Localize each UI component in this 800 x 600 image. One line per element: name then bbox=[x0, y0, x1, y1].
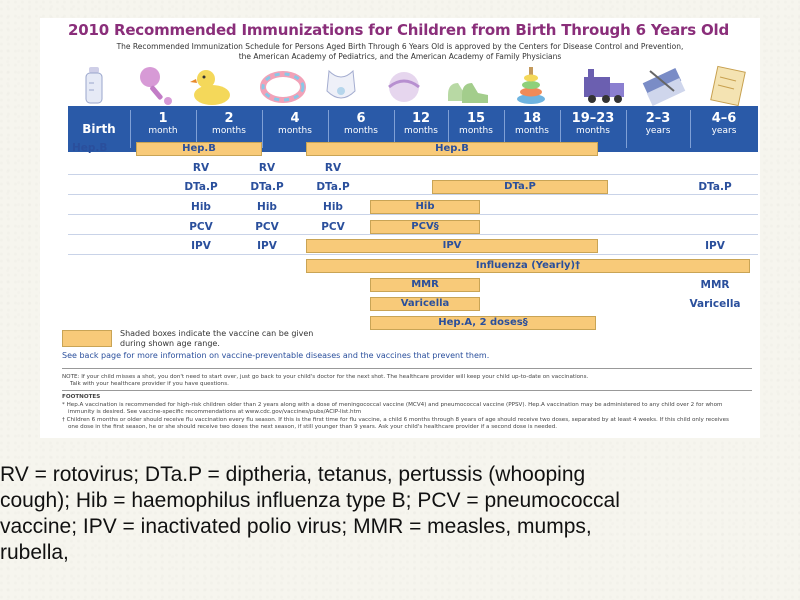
see-back-page-note: See back page for more information on vaccine-preventable diseases and the vaccines that prevent them. bbox=[62, 351, 490, 360]
crayons-icon bbox=[638, 65, 688, 107]
grid-line bbox=[68, 194, 758, 195]
grid-line bbox=[68, 174, 758, 175]
influenza-yearly-bar: Influenza (Yearly)† bbox=[306, 259, 750, 273]
legend-shaded-swatch bbox=[62, 330, 112, 347]
note-line-1: NOTE: If your child misses a shot, you don't need to start over, just go back to your child's doctor for the next shot. The healthcare provider will keep your child up-to-date on vaccinations. bbox=[62, 374, 589, 380]
rubber-duck-icon bbox=[188, 65, 238, 107]
pcv-12-15-month-bar: PCV§ bbox=[370, 220, 480, 234]
divider bbox=[62, 390, 752, 391]
age-header-4-months: 4 months bbox=[278, 111, 312, 136]
rv-2-months: RV bbox=[192, 162, 210, 174]
hib-6-months: Hib bbox=[323, 201, 343, 213]
ipv-4-6-years: IPV bbox=[705, 240, 725, 252]
footnote-line-2: immunity is desired. See vaccine-specific recommendations at www.cdc.gov/vaccines/pubs/ACIP-list.htm bbox=[68, 409, 362, 415]
dtap-4-6-years: DTa.P bbox=[698, 181, 732, 193]
age-header-12-months: 12 months bbox=[404, 111, 438, 136]
age-icons-row bbox=[68, 65, 758, 107]
note-line-2: Talk with your healthcare provider if you have questions. bbox=[70, 381, 229, 387]
footnote-line-1: * Hep.A vaccination is recommended for high-risk children older than 2 years along with a dose of meningococcal vaccine (MCV4) and pneumococcal vaccine (PPSV). Hep.A vaccination may be administered to any child over 2 for whom bbox=[62, 402, 723, 408]
caption-line-2: cough); Hib = haemophilus influenza type B; PCV = pneumococcal bbox=[0, 489, 620, 512]
teething-ring-icon bbox=[258, 65, 308, 107]
varicella-4-6-years: Varicella bbox=[689, 298, 741, 310]
age-header-2-months: 2 months bbox=[212, 111, 246, 136]
book-icon bbox=[706, 65, 750, 107]
hib-4-months: Hib bbox=[257, 201, 277, 213]
age-header-15-months: 15 months bbox=[459, 111, 493, 136]
caption-line-3: vaccine; IPV = inactivated polio virus; MMR = measles, mumps, bbox=[0, 515, 592, 538]
hib-12-15-month-bar: Hib bbox=[370, 200, 480, 214]
pcv-4-months: PCV bbox=[255, 221, 279, 233]
subtitle-line-2: the American Academy of Pediatrics, and the American Academy of Family Physicians bbox=[238, 52, 562, 61]
shoes-icon bbox=[444, 65, 492, 107]
bib-icon bbox=[323, 65, 359, 107]
schedule-subtitle bbox=[80, 42, 720, 62]
hepb-6-18-month-bar: Hep.B bbox=[306, 142, 598, 156]
divider bbox=[62, 368, 752, 369]
footnote-line-4: one dose in the first season, he or she should receive two doses the next season, if still younger than 9 years. Ask your child's healthcare provider if a second dose is needed. bbox=[68, 424, 558, 430]
immunization-schedule-figure bbox=[40, 18, 760, 438]
hepb-1-2-month-bar: Hep.B bbox=[136, 142, 262, 156]
age-header-18-months: 18 months bbox=[515, 111, 549, 136]
abbreviation-caption bbox=[0, 462, 800, 566]
legend-text: Shaded boxes indicate the vaccine can be given during shown age range. bbox=[120, 329, 314, 348]
grid-line bbox=[68, 254, 758, 255]
dtap-6-months: DTa.P bbox=[316, 181, 350, 193]
dtap-4-months: DTa.P bbox=[250, 181, 284, 193]
grid-line bbox=[68, 214, 758, 215]
schedule-title: 2010 Recommended Immunizations for Children from Birth Through 6 Years Old bbox=[68, 21, 730, 39]
dtap-2-months: DTa.P bbox=[184, 181, 218, 193]
dtap-15-18-month-bar: DTa.P bbox=[432, 180, 608, 194]
pcv-6-months: PCV bbox=[321, 221, 345, 233]
pcv-2-months: PCV bbox=[189, 221, 213, 233]
footnote-line-3: † Children 6 months or older should receive flu vaccination every flu season. If this is the first time for flu vaccine, a child 6 months through 8 years of age should receive two doses, separated by at least 4 weeks. If this child only receives bbox=[62, 417, 729, 423]
toy-train-icon bbox=[578, 65, 628, 107]
hepa-2-doses-bar: Hep.A, 2 doses§ bbox=[370, 316, 596, 330]
bottle-icon bbox=[80, 65, 110, 107]
ipv-4-months: IPV bbox=[257, 240, 277, 252]
varicella-12-15-month-bar: Varicella bbox=[370, 297, 480, 311]
age-header-19-23-months: 19–23 months bbox=[571, 111, 615, 136]
rv-6-months: RV bbox=[324, 162, 342, 174]
rv-4-months: RV bbox=[258, 162, 276, 174]
stacking-rings-icon bbox=[514, 65, 548, 107]
subtitle-line-1: The Recommended Immunization Schedule for Persons Aged Birth Through 6 Years Old is approved by the Centers for Disease Control and Prevention, bbox=[116, 42, 684, 51]
hepb-birth-label: Hep.B bbox=[72, 142, 108, 154]
mmr-12-15-month-bar: MMR bbox=[370, 278, 480, 292]
rattle-icon bbox=[136, 65, 176, 107]
age-header-1-month: 1 month bbox=[148, 111, 178, 136]
caption-line-1: RV = rotovirus; DTa.P = diptheria, tetanus, pertussis (whooping bbox=[0, 463, 586, 486]
age-header-4-6-years: 4–6 years bbox=[711, 111, 737, 136]
grid-line bbox=[68, 234, 758, 235]
ipv-6-18-month-bar: IPV bbox=[306, 239, 598, 253]
ipv-2-months: IPV bbox=[191, 240, 211, 252]
caption-line-4: rubella, bbox=[0, 541, 69, 564]
mmr-4-6-years: MMR bbox=[700, 279, 730, 291]
footnotes-title: FOOTNOTES bbox=[62, 394, 101, 400]
age-header-2-3-years: 2–3 years bbox=[645, 111, 671, 136]
hib-2-months: Hib bbox=[191, 201, 211, 213]
age-header-6-months: 6 months bbox=[344, 111, 378, 136]
ball-icon bbox=[386, 65, 426, 107]
age-header-birth: Birth bbox=[82, 122, 116, 136]
